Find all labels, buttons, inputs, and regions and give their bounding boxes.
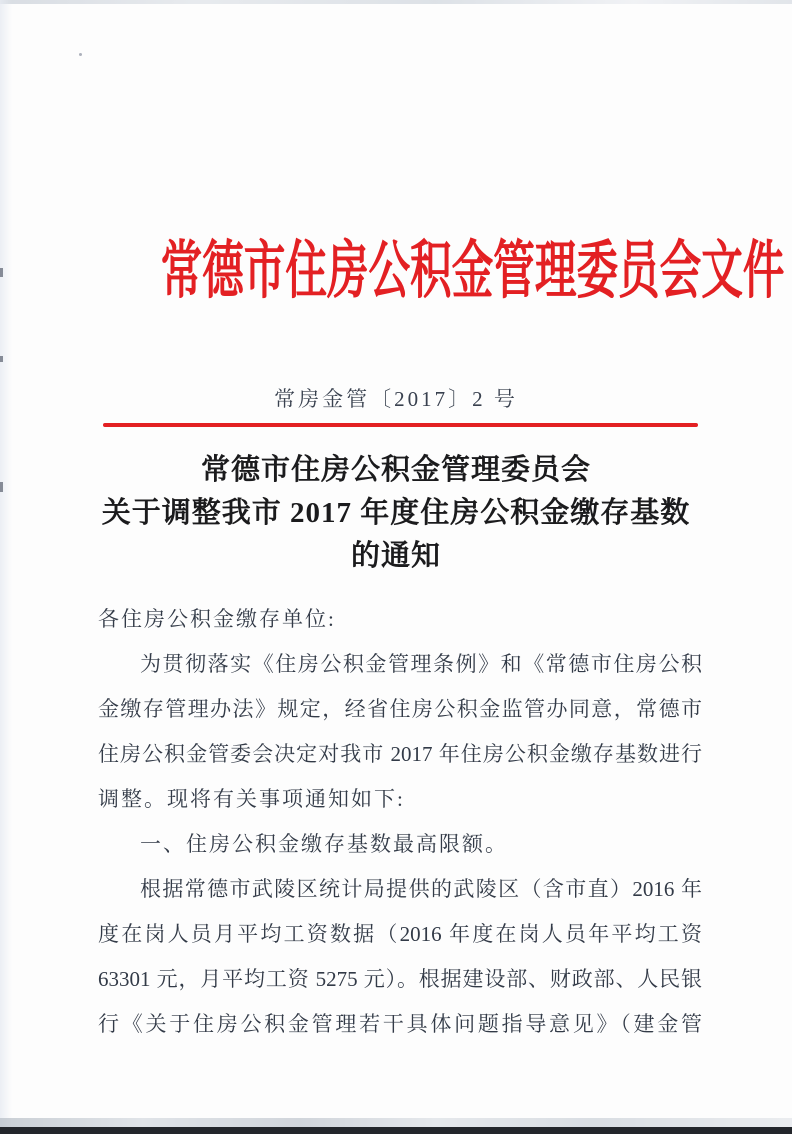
body-line: 为贯彻落实《住房公积金管理条例》和《常德市住房公积: [140, 652, 702, 676]
scan-artifact-speck: [79, 53, 82, 56]
body-line: 住房公积金管委会决定对我市 2017 年住房公积金缴存基数进行: [98, 742, 702, 766]
body-line: 63301 元，月平均工资 5275 元）。根据建设部、财政部、人民银: [98, 967, 702, 991]
body-line: 行《关于住房公积金管理若干具体问题指导意见》（建金管: [98, 1012, 702, 1036]
notice-title: [0, 449, 792, 578]
body-text: [98, 597, 702, 1047]
notice-title-line-3: 的通知: [350, 540, 441, 572]
body-line: 调整。现将有关事项通知如下:: [98, 787, 405, 811]
body-line: 各住房公积金缴存单位:: [98, 607, 336, 631]
letterhead: [0, 232, 792, 310]
red-divider-rule: [103, 423, 698, 427]
notice-title-line-1: 常德市住房公积金管理委员会: [200, 454, 591, 486]
body-line: 根据常德市武陵区统计局提供的武陵区（含市直）2016 年: [140, 877, 702, 901]
body-line: 金缴存管理办法》规定，经省住房公积金监管办同意，常德市: [98, 697, 702, 721]
notice-title-line-2: 关于调整我市 2017 年度住房公积金缴存基数: [101, 497, 691, 529]
document-number: 常房金管〔2017〕2 号: [274, 387, 518, 411]
scan-artifact-bottom-band: [0, 1127, 792, 1134]
letterhead-title: 常德市住房公积金管理委员会文件: [160, 236, 785, 306]
body-line: 度在岗人员月平均工资数据（2016 年度在岗人员年平均工资: [98, 922, 702, 946]
scan-artifact-tick: [0, 356, 3, 362]
body-line: 一、住房公积金缴存基数最高限额。: [140, 832, 508, 856]
scan-artifact-top-edge: [0, 0, 792, 4]
